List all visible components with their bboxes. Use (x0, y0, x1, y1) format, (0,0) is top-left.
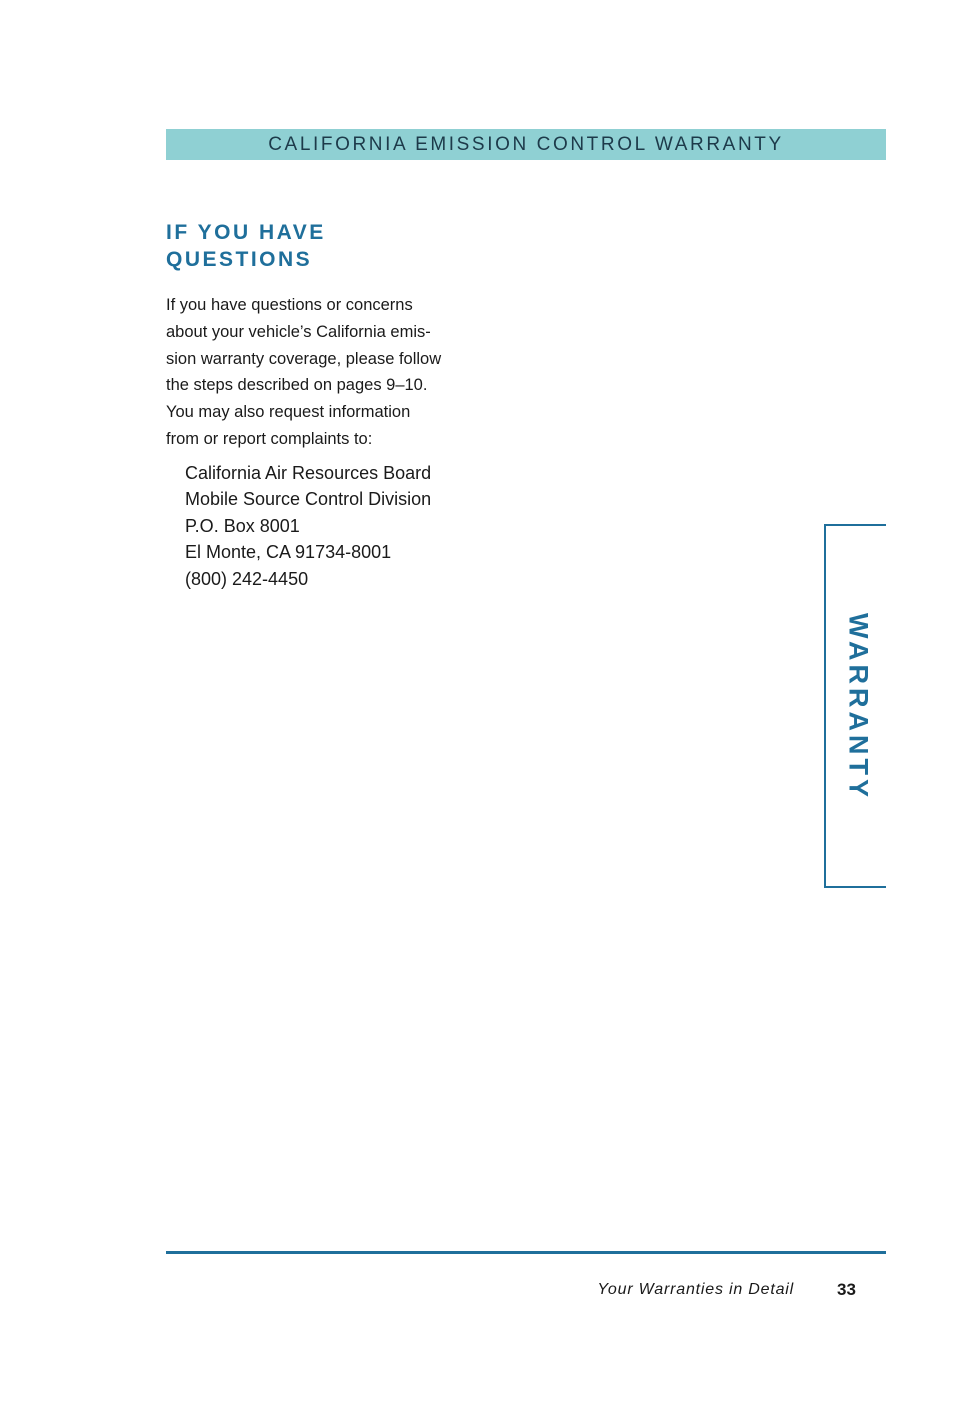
footer-rule (166, 1251, 886, 1254)
section-heading (166, 219, 326, 273)
body-line: the steps described on pages 9–10. (166, 376, 428, 395)
body-line: from or report complaints to: (166, 429, 373, 448)
address-line-organization: California Air Resources Board (185, 463, 432, 483)
body-line: sion warranty coverage, please follow (166, 349, 442, 368)
side-tab-label: WARRANTY (843, 613, 874, 801)
page-number: 33 (837, 1280, 856, 1299)
section-header-title: CALIFORNIA EMISSION CONTROL WARRANTY (268, 133, 784, 155)
address-line-po-box: P.O. Box 8001 (185, 515, 300, 536)
section-header-band (166, 129, 886, 160)
mailing-address (185, 460, 431, 592)
body-line: about your vehicle’s California emis- (166, 322, 431, 341)
section-heading-line-2: QUESTIONS (166, 248, 313, 271)
address-line-division: Mobile Source Control Division (185, 489, 432, 510)
footer-caption: Your Warranties in Detail (597, 1281, 794, 1298)
body-line: If you have questions or concerns (166, 296, 413, 314)
body-line: You may also request information (166, 403, 411, 422)
address-line-phone: (800) 242-4450 (185, 568, 309, 589)
section-heading-line-1: IF YOU HAVE (166, 221, 326, 244)
address-line-city: El Monte, CA 91734-8001 (185, 542, 392, 563)
body-paragraph (166, 292, 466, 453)
